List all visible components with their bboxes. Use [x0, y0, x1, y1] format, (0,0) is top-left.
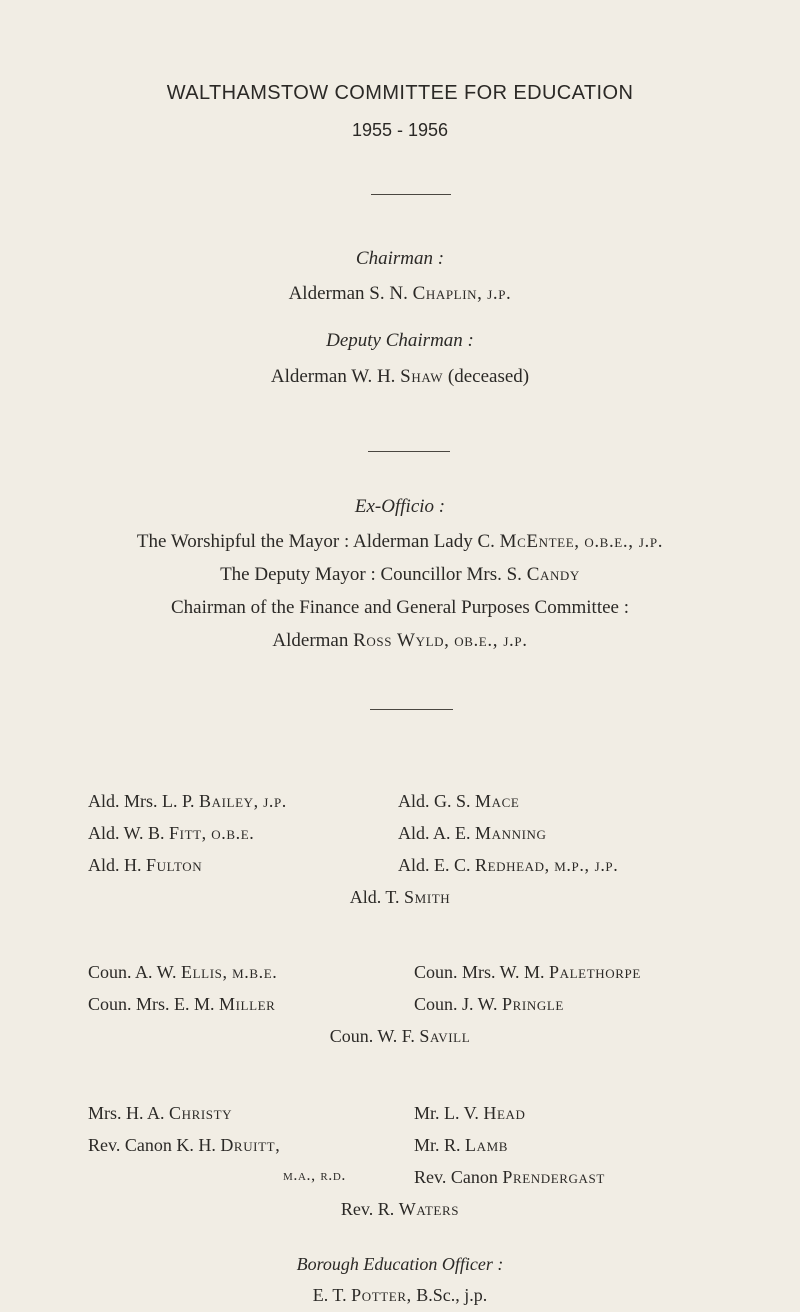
deputy-note: (deceased)	[447, 366, 530, 387]
education-officer-name	[0, 1285, 800, 1306]
chairman-surname: Chaplin,	[412, 283, 483, 304]
deputy-mayor-prefix: The Deputy Mayor : Councillor Mrs. S.	[220, 564, 527, 585]
education-officer-surname: Potter,	[351, 1285, 412, 1305]
list-item: Ald. H. Fulton	[88, 855, 203, 875]
finance-chair-name	[0, 630, 800, 652]
list-item: Coun. J. W. Pringle	[414, 994, 564, 1014]
list-item: Mrs. H. A. Christy	[88, 1103, 233, 1123]
chairman-name-prefix: Alderman S. N.	[288, 283, 413, 304]
finance-honours: ob.e., j.p.	[454, 630, 528, 651]
session-years: 1955 - 1956	[351, 120, 449, 140]
list-item: Coun. W. F. Savill	[329, 1026, 471, 1046]
deputy-mayor-surname: Candy	[526, 564, 580, 585]
page-title: WALTHAMSTOW COMMITTEE FOR EDUCATION	[166, 82, 634, 104]
education-officer-prefix: E. T.	[312, 1285, 352, 1305]
list-item: Ald. Mrs. L. P. Bailey, j.p.	[88, 791, 287, 811]
divider	[368, 451, 450, 452]
chairman-name	[0, 283, 800, 305]
finance-surname: Ross Wyld,	[353, 630, 450, 651]
mayor-honours: o.b.e., j.p.	[584, 531, 664, 552]
deputy-mayor-line	[0, 564, 800, 586]
list-item: Ald. E. C. Redhead, m.p., j.p.	[398, 855, 619, 875]
list-item-continuation: m.a., r.d.	[283, 1167, 347, 1184]
deputy-chairman-label: Deputy Chairman :	[326, 330, 474, 351]
divider	[370, 709, 453, 710]
deputy-name-prefix: Alderman W. H.	[270, 366, 401, 387]
list-item: Rev. Canon K. H. Druitt,	[88, 1135, 281, 1155]
mayor-surname: McEntee,	[499, 531, 580, 552]
list-item: Mr. L. V. Head	[414, 1103, 526, 1123]
chairman-label: Chairman :	[355, 248, 445, 269]
list-item: Ald. T. Smith	[349, 887, 451, 907]
divider	[371, 194, 451, 195]
mayor-prefix: The Worshipful the Mayor : Alderman Lady C.	[136, 531, 500, 552]
list-item: Mr. R. Lamb	[414, 1135, 509, 1155]
list-item: Coun. Mrs. E. M. Miller	[88, 994, 276, 1014]
deputy-surname: Shaw	[400, 366, 444, 387]
list-item: Ald. G. S. Mace	[398, 791, 520, 811]
ex-officio-label: Ex-Officio :	[354, 496, 446, 517]
education-officer-label: Borough Education Officer :	[296, 1254, 504, 1274]
chairman-honours: j.p.	[487, 283, 512, 304]
list-item: Ald. W. B. Fitt, o.b.e.	[88, 823, 255, 843]
finance-prefix: Alderman	[272, 630, 354, 651]
list-item: Rev. R. Waters	[340, 1199, 460, 1219]
list-item: Coun. Mrs. W. M. Palethorpe	[414, 962, 641, 982]
list-item: Ald. A. E. Manning	[398, 823, 547, 843]
mayor-line	[0, 531, 800, 553]
list-item: Rev. Canon Prendergast	[414, 1167, 605, 1187]
finance-chair-label: Chairman of the Finance and General Purposes Committee :	[171, 597, 629, 618]
education-officer-honours: B.Sc., j.p.	[416, 1285, 488, 1305]
list-item: Coun. A. W. Ellis, m.b.e.	[88, 962, 278, 982]
deputy-chairman-name	[0, 366, 800, 388]
